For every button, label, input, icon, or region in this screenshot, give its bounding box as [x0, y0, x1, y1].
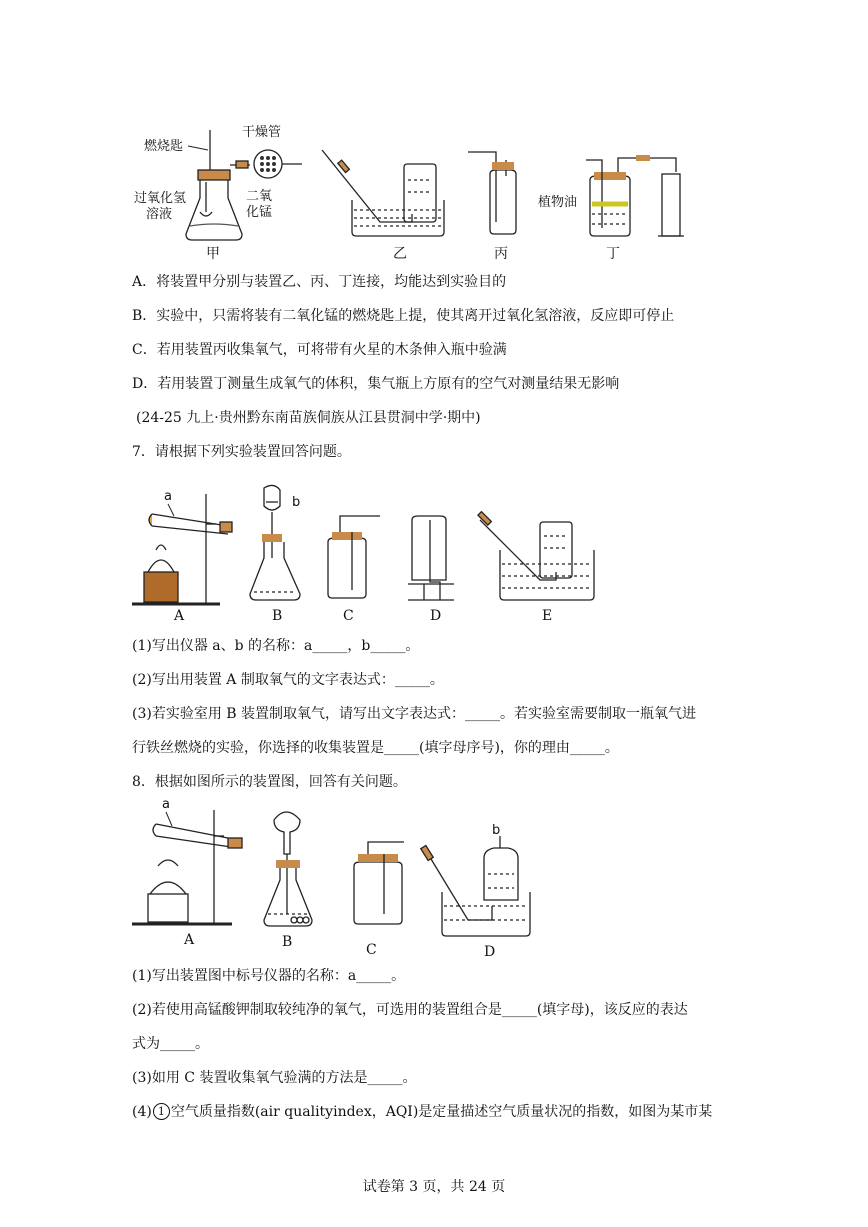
q6-apparatus-figure: [128, 118, 708, 268]
apparatus-ding: [586, 155, 684, 236]
q8-line-5: [132, 1102, 712, 1122]
question-source: (24-25 九上·贵州黔东南苗族侗族从江县贯洞中学·期中): [136, 410, 481, 426]
q7-caption-b: B: [272, 608, 283, 624]
q7-leader-a: [168, 504, 174, 516]
q8-q4-text: 空气质量指数(air qualityindex，AQI)是定量描述空气质量状况的指数，如图为某市某: [170, 1104, 713, 1120]
q7-apparatus-d: [408, 516, 454, 600]
q8-apparatus-d: [421, 836, 530, 936]
q7-line-3: (3)若实验室用 B 装置制取氧气，请写出文字表达式：_____。若实验室需要制取一瓶氧气进: [132, 706, 697, 722]
q8-caption-c: C: [366, 942, 377, 958]
q8-caption-d: D: [484, 944, 496, 960]
q7-caption-c: C: [343, 608, 354, 624]
q8-line-1: (1)写出装置图中标号仪器的名称：a_____。: [132, 968, 406, 984]
q8-apparatus-figure: [128, 796, 548, 960]
apparatus-bing: [468, 152, 516, 234]
q8-q4-prefix: (4): [132, 1104, 152, 1120]
q6-option-a: A．将装置甲分别与装置乙、丙、丁连接，均能达到实验目的: [132, 274, 507, 290]
q8-leader-a: [166, 812, 172, 826]
q8-caption-a: A: [184, 932, 195, 948]
q8-label-a: a: [162, 797, 170, 812]
q7-line-4: 行铁丝燃烧的实验，你选择的收集装置是_____(填字母序号)，你的理由_____。: [132, 740, 619, 756]
circled-number: 1: [153, 1103, 170, 1120]
q7-line-2: (2)写出用装置 A 制取氧气的文字表达式：_____。: [132, 672, 444, 688]
q6-option-d: D．若用装置丁测量生成氧气的体积，集气瓶上方原有的空气对测量结果无影响: [132, 376, 620, 392]
q7-label-b: b: [292, 495, 301, 510]
q8-line-4: (3)如用 C 装置收集氧气验满的方法是_____。: [132, 1070, 417, 1086]
q8-line-3: 式为_____。: [132, 1036, 209, 1052]
q8-caption-b: B: [282, 934, 293, 950]
page-footer: 试卷第 3 页，共 24 页: [362, 1179, 506, 1195]
q7-line-1: (1)写出仪器 a、b 的名称：a_____，b_____。: [132, 638, 420, 654]
caption-yi: 乙: [393, 246, 407, 262]
label-h2o2-2: 溶液: [146, 207, 173, 222]
label-oil: 植物油: [538, 195, 578, 210]
leader-spoon: [188, 146, 208, 150]
caption-bing: 丙: [494, 246, 508, 262]
label-h2o2-1: 过氧化氢: [134, 191, 187, 206]
caption-jia: 甲: [206, 246, 220, 262]
q7-label-a: a: [164, 489, 172, 504]
q7-apparatus-svg: [128, 480, 608, 624]
q7-caption-e: E: [542, 608, 553, 624]
q8-apparatus-b: [264, 812, 312, 926]
q7-caption-d: D: [430, 608, 442, 624]
caption-ding: 丁: [606, 246, 620, 262]
q8-apparatus-c: [354, 842, 404, 924]
label-spoon: 燃烧匙: [144, 139, 184, 154]
q7-apparatus-figure: [128, 480, 608, 624]
q7-apparatus-e: [478, 512, 594, 600]
q7-caption-a: A: [174, 608, 185, 624]
label-mno2-1: 二氧: [246, 189, 273, 204]
apparatus-yi: [322, 150, 444, 236]
q8-label-b: b: [492, 823, 501, 838]
label-drying-tube: 干燥管: [242, 125, 282, 140]
q8-apparatus-svg: [128, 796, 548, 960]
q8-apparatus-a: [132, 810, 242, 924]
q8-stem: 8．根据如图所示的装置图，回答有关问题。: [132, 774, 407, 790]
q8-line-2: (2)若使用高锰酸钾制取较纯净的氧气，可选用的装置组合是_____(填字母)，该反应的表达: [132, 1002, 688, 1018]
q6-apparatus-svg: [128, 118, 708, 268]
apparatus-jia: [186, 130, 302, 240]
q6-option-c: C．若用装置丙收集氧气，可将带有火星的木条伸入瓶中验满: [132, 342, 507, 358]
drying-tube-beads: [260, 156, 276, 172]
label-mno2-2: 化锰: [246, 205, 273, 220]
q7-stem: 7．请根据下列实验装置回答问题。: [132, 444, 351, 460]
q7-apparatus-a: [132, 494, 232, 604]
q7-apparatus-c: [328, 516, 380, 598]
q6-option-b: B．实验中，只需将装有二氧化锰的燃烧匙上提，使其离开过氧化氢溶液，反应即可停止: [132, 308, 675, 324]
